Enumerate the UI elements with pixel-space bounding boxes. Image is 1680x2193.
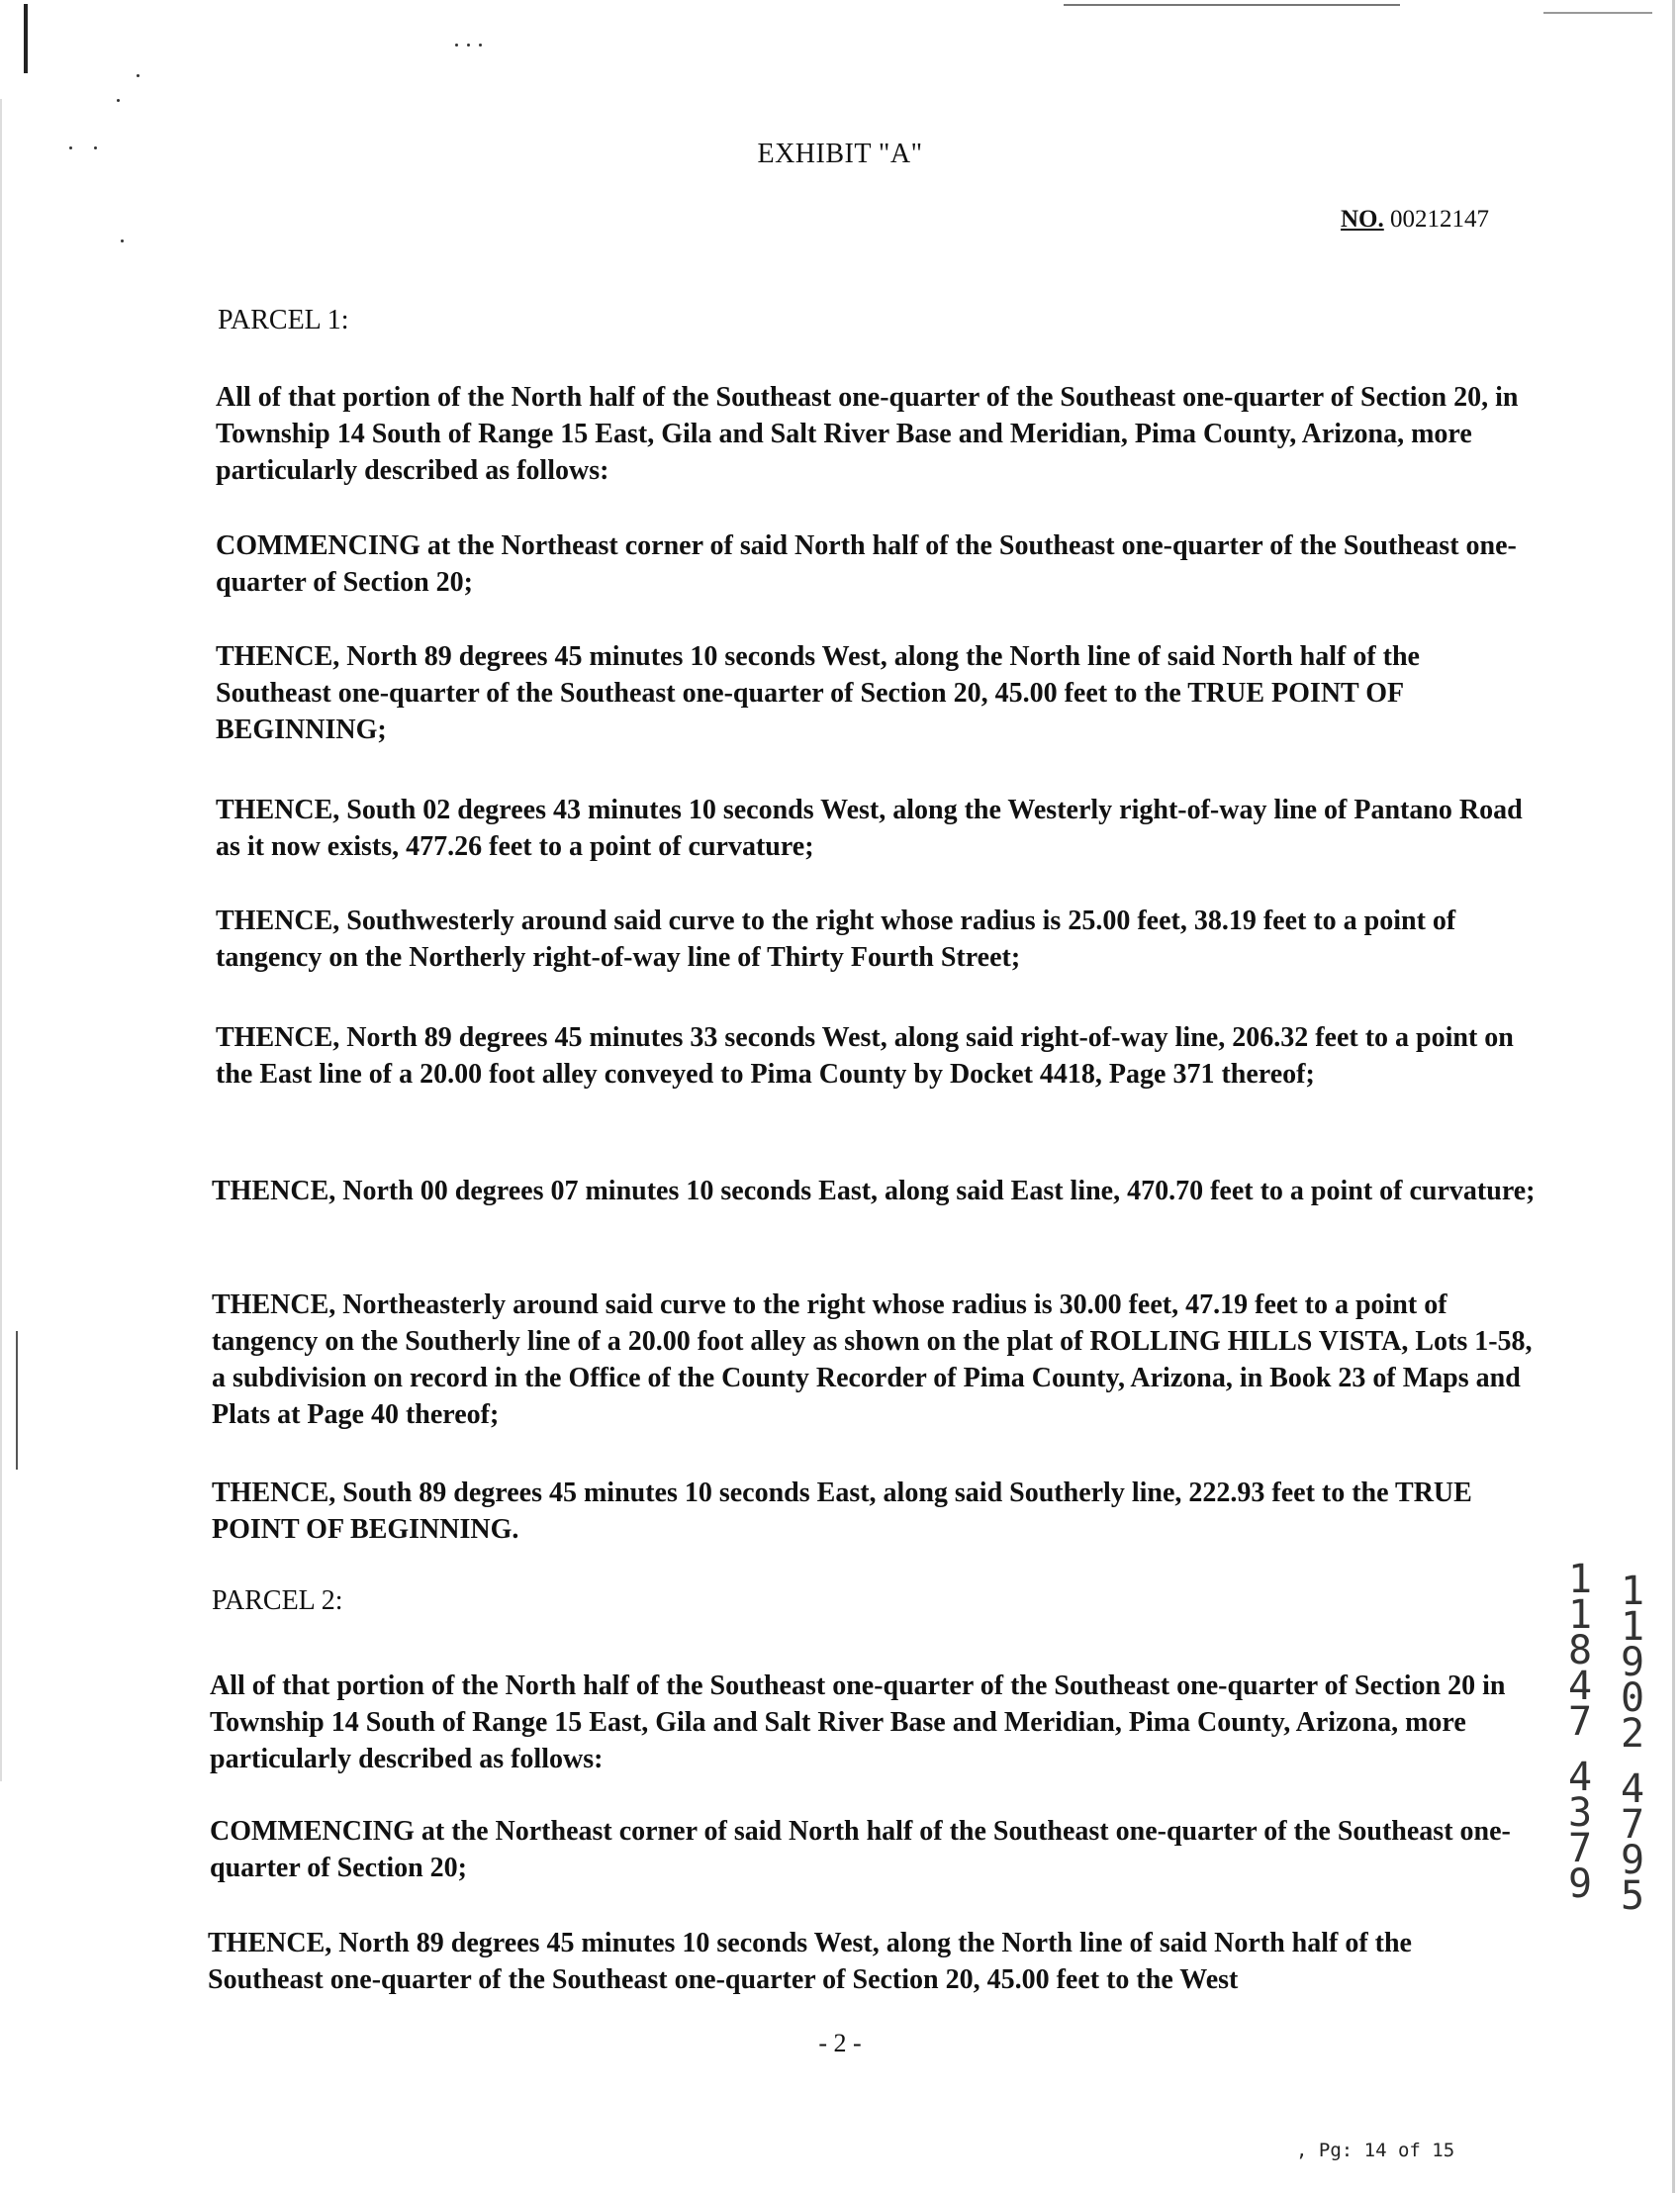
- paragraph: COMMENCING at the Northeast corner of said North half of the Southeast one-quarter of the Southeast one-quarter of Section 20;: [210, 1816, 1511, 1883]
- margin-number-left: 1 1 8 4 7 4 3 7 9: [1567, 1557, 1593, 1907]
- scan-dot: [479, 44, 482, 47]
- scan-mark: [1064, 4, 1400, 6]
- paragraph: THENCE, North 89 degrees 45 minutes 33 seconds West, along said right-of-way line, 206.32 feet to a point on the East line of a 20.00 foot alley conveyed to Pima County by Docket 4418, Page 371 thereof;: [216, 1022, 1514, 1090]
- scan-dot: [137, 74, 140, 77]
- scan-dot: [455, 44, 458, 47]
- paragraph: COMMENCING at the Northeast corner of said North half of the Southeast one-quarter of the Southeast one-quarter of Section 20;: [216, 530, 1517, 598]
- paragraph: THENCE, North 89 degrees 45 minutes 10 seconds West, along the North line of said North half of the Southeast one-quarter of the Southeast one-quarter of Section 20, 45.00 feet to the TRUE POINT OF BEGINNING;: [216, 641, 1420, 745]
- paragraph: THENCE, North 89 degrees 45 minutes 10 seconds West, along the North line of said North half of the Southeast one-quarter of the Southeast one-quarter of Section 20, 45.00 feet to the West: [208, 1928, 1412, 1995]
- scan-dot: [117, 99, 120, 102]
- document-number-label: NO.: [1341, 206, 1384, 233]
- scan-mark: [24, 4, 28, 73]
- parcel-2-heading: PARCEL 2:: [212, 1585, 343, 1616]
- scan-mark: [1672, 0, 1675, 2193]
- page-footer: , Pg: 14 of 15: [1296, 2140, 1455, 2161]
- margin-number-right: 1 1 9 0 2 4 7 9 5: [1620, 1569, 1645, 1919]
- paragraph: THENCE, North 00 degrees 07 minutes 10 seconds East, along said East line, 470.70 feet to a point of curvature;: [212, 1176, 1536, 1206]
- paragraph: THENCE, South 89 degrees 45 minutes 10 seconds East, along said Southerly line, 222.93 feet to the TRUE POINT OF BEGINNING.: [212, 1478, 1472, 1545]
- paragraph: All of that portion of the North half of the Southeast one-quarter of the Southeast one-quarter of Section 20, in Township 14 South of Range 15 East, Gila and Salt River Base and Meridian, Pima County, Arizona, more particularly described as follows:: [216, 382, 1519, 486]
- scan-mark: [16, 1331, 18, 1470]
- document-number: [1341, 206, 1489, 234]
- paragraph: THENCE, Northeasterly around said curve to the right whose radius is 30.00 feet, 47.19 feet to a point of tangency on the Southerly line of a 20.00 foot alley as shown on the plat of ROLLING HILLS VISTA, Lots 1-58, a subdivision on record in the Office of the County Recorder of Pima County, Arizona, in Book 23 of Maps and Plats at Page 40 thereof;: [212, 1289, 1533, 1430]
- paragraph: THENCE, Southwesterly around said curve to the right whose radius is 25.00 feet, 38.19 feet to a point of tangency on the Northerly right-of-way line of Thirty Fourth Street;: [216, 906, 1456, 973]
- paragraph: THENCE, South 02 degrees 43 minutes 10 seconds West, along the Westerly right-of-way line of Pantano Road as it now exists, 477.26 feet to a point of curvature;: [216, 795, 1523, 862]
- page-number: - 2 -: [818, 2029, 862, 2057]
- scan-mark: [1543, 12, 1652, 14]
- exhibit-title: EXHIBIT "A": [757, 139, 923, 169]
- paragraph: All of that portion of the North half of the Southeast one-quarter of the Southeast one-quarter of Section 20 in Township 14 South of Range 15 East, Gila and Salt River Base and Meridian, Pima County, Arizona, more particularly described as follows:: [210, 1670, 1506, 1774]
- document-number-value: 00212147: [1390, 206, 1489, 233]
- scan-dot: [467, 44, 470, 47]
- scan-dot: [121, 239, 124, 242]
- parcel-1-heading: PARCEL 1:: [218, 305, 349, 335]
- scan-mark: [0, 99, 2, 1781]
